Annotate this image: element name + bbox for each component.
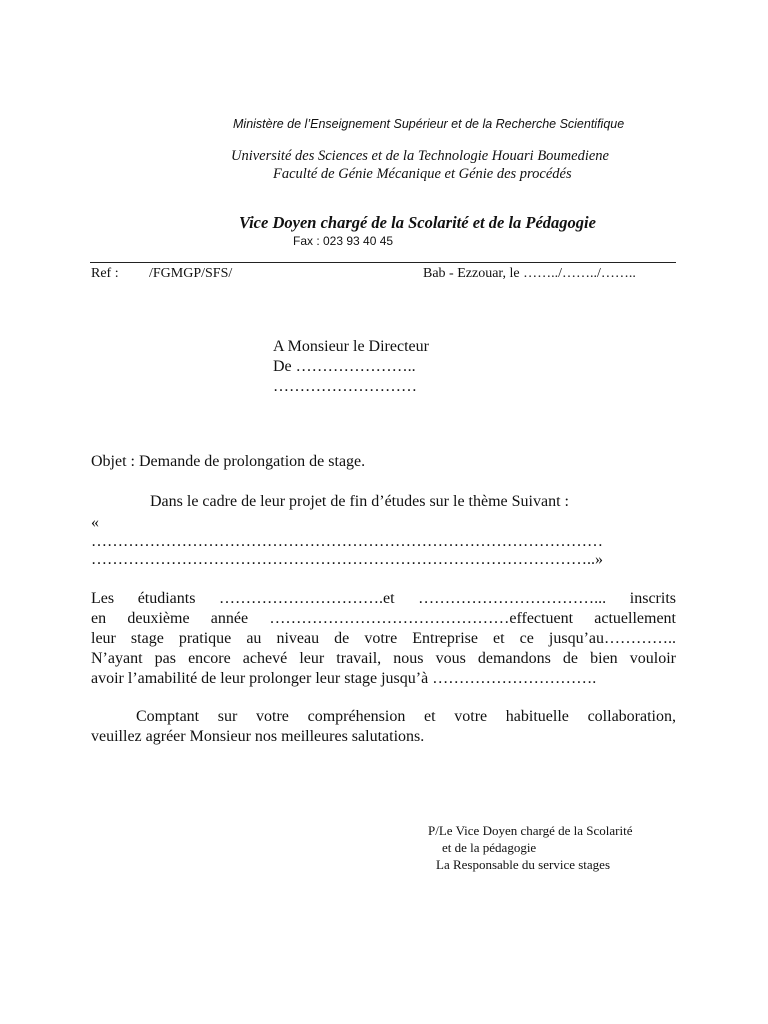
theme-placeholder-line: …………………………………………………………………………………..» [91,551,603,568]
ref-label: Ref : [91,266,119,281]
body-line: Les étudiants ………………………….et ……………………………... inscrits [91,590,676,607]
place-date: Bab - Ezzouar, le ……../……../…….. [423,266,636,281]
letter-subject: Objet : Demande de prolongation de stage. [91,453,366,470]
theme-placeholder-line: …………………………………………………………………………………… [91,533,603,550]
body-line: avoir l’amabilité de leur prolonger leur stage jusqu’à …………………………. [91,670,597,687]
faculty-heading: Faculté de Génie Mécanique et Génie des procédés [273,166,572,182]
office-title: Vice Doyen chargé de la Scolarité et de la Pédagogie [239,213,596,232]
header-divider [90,262,676,263]
recipient-line: A Monsieur le Directeur [273,338,429,355]
closing-line: veuillez agréer Monsieur nos meilleures salutations. [91,728,425,745]
recipient-line: De ………………….. [273,358,416,375]
signature-line: P/Le Vice Doyen chargé de la Scolarité [428,823,633,838]
signature-line: La Responsable du service stages [436,857,611,872]
fax-number: Fax : 023 93 40 45 [293,234,394,248]
closing-line: Comptant sur votre compréhension et votre habituelle collaboration, [136,708,676,725]
signature-line: et de la pédagogie [442,840,537,855]
ministry-heading: Ministère de l’Enseignement Supérieur et de la Recherche Scientifique [233,117,625,131]
quote-open: « [91,514,99,531]
body-line: leur stage pratique au niveau de votre Entreprise et ce jusqu’au………….. [91,630,676,647]
body-line: en deuxième année ………………………………………effectuent actuellement [91,610,676,627]
intro-paragraph: Dans le cadre de leur projet de fin d’études sur le thème Suivant : [150,493,569,510]
recipient-line: ……………………… [273,378,417,395]
university-heading: Université des Sciences et de la Technologie Houari Boumediene [231,148,609,164]
body-line: N’ayant pas encore achevé leur travail, nous vous demandons de bien vouloir [91,650,676,667]
ref-value: /FGMGP/SFS/ [149,266,233,281]
